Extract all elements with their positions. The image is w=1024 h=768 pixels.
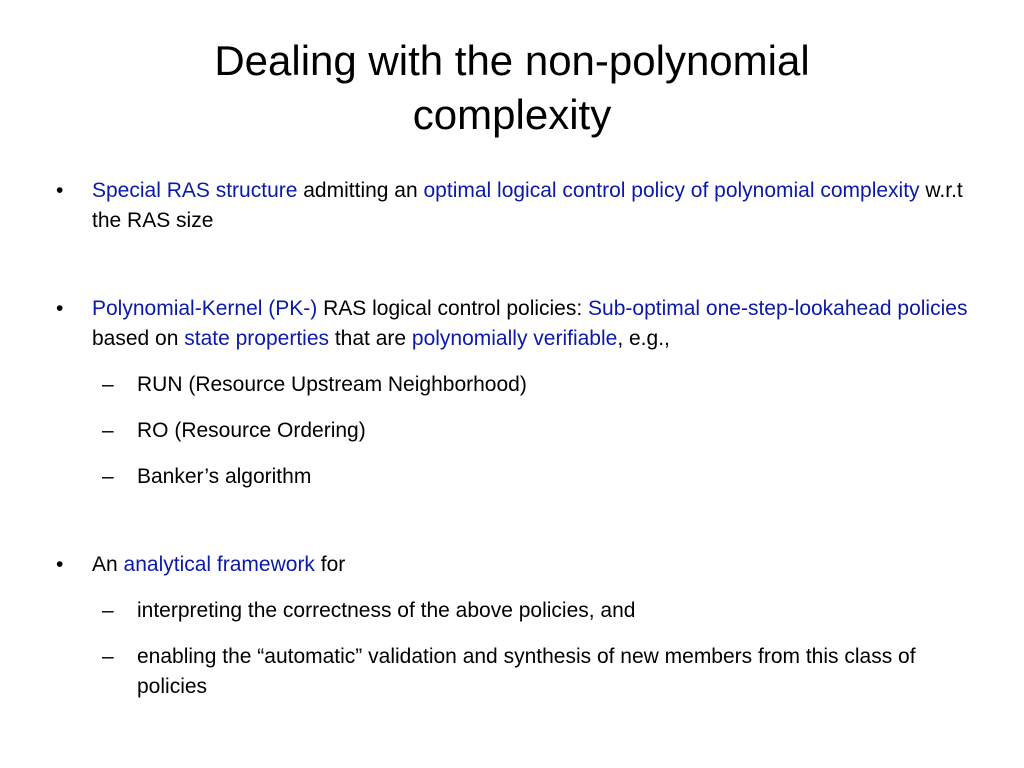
subitem-ro bbox=[56, 416, 986, 446]
text-plain: that are bbox=[329, 327, 412, 350]
dash-marker: – bbox=[102, 645, 114, 668]
slide-body bbox=[56, 176, 986, 702]
dash-marker: – bbox=[102, 465, 114, 488]
text-special-ras-structure: Special RAS structure bbox=[92, 179, 298, 202]
title-line-1: Dealing with the non-polynomial bbox=[214, 37, 810, 84]
bullet-marker: • bbox=[56, 553, 64, 576]
subitem-text: RO (Resource Ordering) bbox=[137, 419, 366, 442]
text-plain: for bbox=[314, 553, 346, 576]
slide-title bbox=[60, 34, 964, 142]
dash-marker: – bbox=[102, 599, 114, 622]
text-plain: based on bbox=[92, 327, 185, 350]
text-polynomially-verifiable: polynomially verifiable bbox=[411, 327, 618, 350]
subitem-text: interpreting the correctness of the above policies, and bbox=[137, 599, 636, 622]
text-plain: admitting an bbox=[297, 179, 424, 202]
subitem-enabling bbox=[56, 642, 986, 702]
subitem-banker bbox=[56, 462, 986, 492]
text-plain: w.r.t the RAS size bbox=[92, 179, 963, 232]
text-optimal-policy: optimal logical control policy of polynomial complexity bbox=[423, 179, 920, 202]
title-line-2: complexity bbox=[412, 91, 612, 138]
text-pk: Polynomial-Kernel (PK-) bbox=[92, 297, 318, 320]
bullet-special-ras bbox=[56, 176, 986, 236]
bullet-marker: • bbox=[56, 179, 64, 202]
dash-marker: – bbox=[102, 373, 114, 396]
text-suboptimal-policies: Sub-optimal one-step-lookahead policies bbox=[588, 297, 968, 320]
subitem-text: Banker’s algorithm bbox=[137, 465, 312, 488]
bullet-analytical-framework bbox=[56, 550, 986, 580]
text-analytical-framework: analytical framework bbox=[123, 553, 315, 576]
text-plain: RAS logical control policies: bbox=[317, 297, 589, 320]
text-plain: An bbox=[92, 553, 124, 576]
subitem-text: enabling the “automatic” validation and synthesis of new members from this class of policies bbox=[137, 645, 916, 698]
subitem-run bbox=[56, 370, 986, 400]
dash-marker: – bbox=[102, 419, 114, 442]
bullet-marker: • bbox=[56, 297, 64, 320]
text-plain: , e.g., bbox=[617, 327, 670, 350]
bullet-pk-policies bbox=[56, 294, 986, 354]
subitem-text: RUN (Resource Upstream Neighborhood) bbox=[137, 373, 527, 396]
text-state-properties: state properties bbox=[184, 327, 329, 350]
subitem-interpreting bbox=[56, 596, 986, 626]
